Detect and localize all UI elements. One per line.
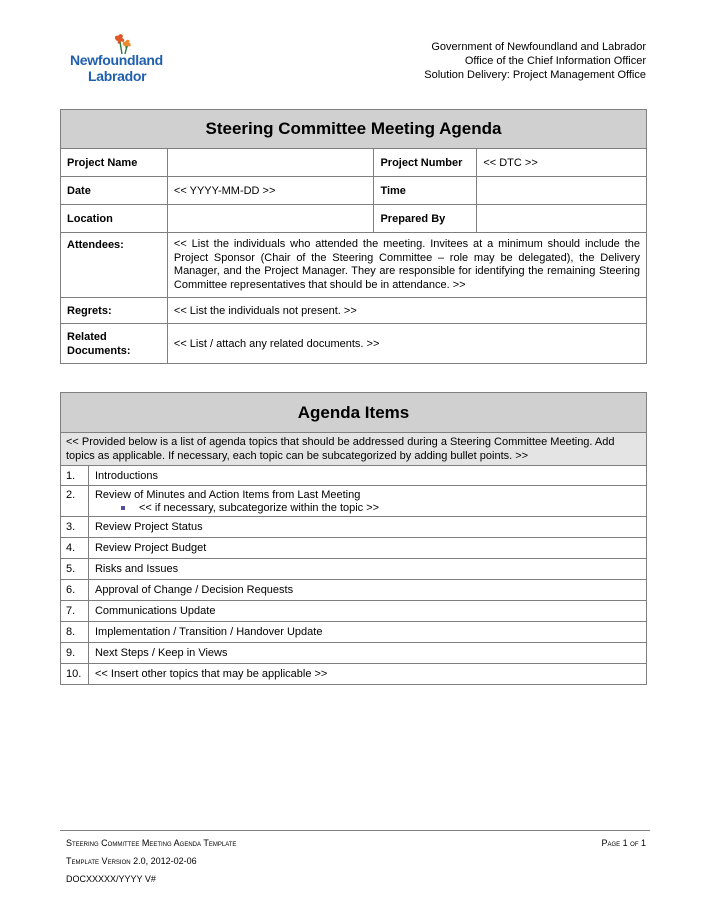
project-name-value[interactable]: [167, 149, 374, 177]
agenda-item-number: 2.: [61, 486, 89, 517]
logo-word-labrador: Labrador: [88, 68, 147, 84]
agenda-item-number: 7.: [61, 601, 89, 622]
footer-page-number: Page 1 of 1: [601, 838, 646, 848]
project-name-label: Project Name: [61, 149, 168, 177]
prepared-by-value[interactable]: [477, 205, 647, 233]
agenda-item-number: 4.: [61, 538, 89, 559]
agenda-item-row: [61, 601, 647, 622]
agenda-subitem-text: << if necessary, subcategorize within the topic >>: [138, 502, 380, 514]
org-line: Solution Delivery: Project Management Office: [424, 69, 646, 81]
attendees-value[interactable]: << List the individuals who attended the meeting. Invitees at a minimum should include the Project Sponsor (Chair of the Steering Committee – role may be delegated), the Delivery Manager, and the Project Manager. They are responsible for identifying the remaining Steering Committee representatives that should be in attendance. >>: [167, 233, 646, 298]
agenda-item-row: [61, 664, 647, 685]
location-label: Location: [61, 205, 168, 233]
agenda-item-row: [61, 580, 647, 601]
meeting-info-table: [60, 109, 647, 364]
related-label-line: Related: [67, 330, 107, 343]
agenda-item-row: [61, 486, 647, 517]
agenda-item-row: [61, 622, 647, 643]
project-number-label: Project Number: [374, 149, 477, 177]
agenda-item-row: [61, 538, 647, 559]
location-value[interactable]: [167, 205, 374, 233]
agenda-item-row: [61, 517, 647, 538]
agenda-item-text[interactable]: Introductions: [88, 466, 646, 486]
agenda-item-number: 8.: [61, 622, 89, 643]
agenda-item-text[interactable]: Risks and Issues: [88, 559, 646, 580]
project-number-value[interactable]: << DTC >>: [477, 149, 647, 177]
footer-template-name: Steering Committee Meeting Agenda Template: [66, 838, 237, 848]
agenda-item-number: 10.: [61, 664, 89, 685]
agenda-subitem: [95, 502, 640, 514]
agenda-item-text[interactable]: Review Project Status: [88, 517, 646, 538]
agenda-item-text[interactable]: Next Steps / Keep in Views: [88, 643, 646, 664]
agenda-item-number: 9.: [61, 643, 89, 664]
attendees-label: Attendees:: [61, 233, 168, 298]
agenda-item-row: [61, 466, 647, 486]
newfoundland-labrador-logo: [68, 32, 178, 88]
agenda-item-row: [61, 643, 647, 664]
logo-word-newfoundland: Newfoundland: [70, 52, 163, 68]
org-line: Government of Newfoundland and Labrador: [431, 41, 646, 53]
agenda-item-text[interactable]: << Insert other topics that may be applicable >>: [88, 664, 646, 685]
footer-doc-id: DOCXXXXX/YYYY V#: [66, 874, 156, 884]
prepared-by-label: Prepared By: [374, 205, 477, 233]
agenda-intro: << Provided below is a list of agenda topics that should be addressed during a Steering Committee Meeting. Add topics as applicable. If necessary, each topic can be subcategorized by adding bullet points. >>: [61, 433, 647, 466]
related-documents-label: [61, 324, 168, 364]
agenda-item-text[interactable]: Communications Update: [88, 601, 646, 622]
footer-template-version: Template Version 2.0, 2012-02-06: [66, 856, 197, 866]
agenda-item-text[interactable]: Implementation / Transition / Handover Update: [88, 622, 646, 643]
regrets-value[interactable]: << List the individuals not present. >>: [167, 298, 646, 324]
regrets-label: Regrets:: [61, 298, 168, 324]
agenda-item-text[interactable]: Approval of Change / Decision Requests: [88, 580, 646, 601]
date-value[interactable]: << YYYY-MM-DD >>: [167, 177, 374, 205]
agenda-item-number: 1.: [61, 466, 89, 486]
footer-divider: [60, 830, 650, 831]
meeting-agenda-title: Steering Committee Meeting Agenda: [61, 110, 647, 149]
agenda-item-cell[interactable]: [88, 486, 646, 517]
organization-header: [424, 40, 646, 82]
org-line: Office of the Chief Information Officer: [464, 55, 646, 67]
agenda-item-row: [61, 559, 647, 580]
agenda-item-text[interactable]: Review Project Budget: [88, 538, 646, 559]
time-label: Time: [374, 177, 477, 205]
bullet-icon: [121, 506, 125, 510]
agenda-items-table: [60, 392, 647, 685]
agenda-items-title: Agenda Items: [61, 393, 647, 433]
agenda-item-text: Review of Minutes and Action Items from Last Meeting: [94, 489, 361, 501]
agenda-item-number: 6.: [61, 580, 89, 601]
agenda-item-number: 5.: [61, 559, 89, 580]
agenda-item-number: 3.: [61, 517, 89, 538]
related-documents-value[interactable]: << List / attach any related documents. >>: [167, 324, 646, 364]
date-label: Date: [61, 177, 168, 205]
related-label-line: Documents:: [67, 344, 131, 357]
time-value[interactable]: [477, 177, 647, 205]
